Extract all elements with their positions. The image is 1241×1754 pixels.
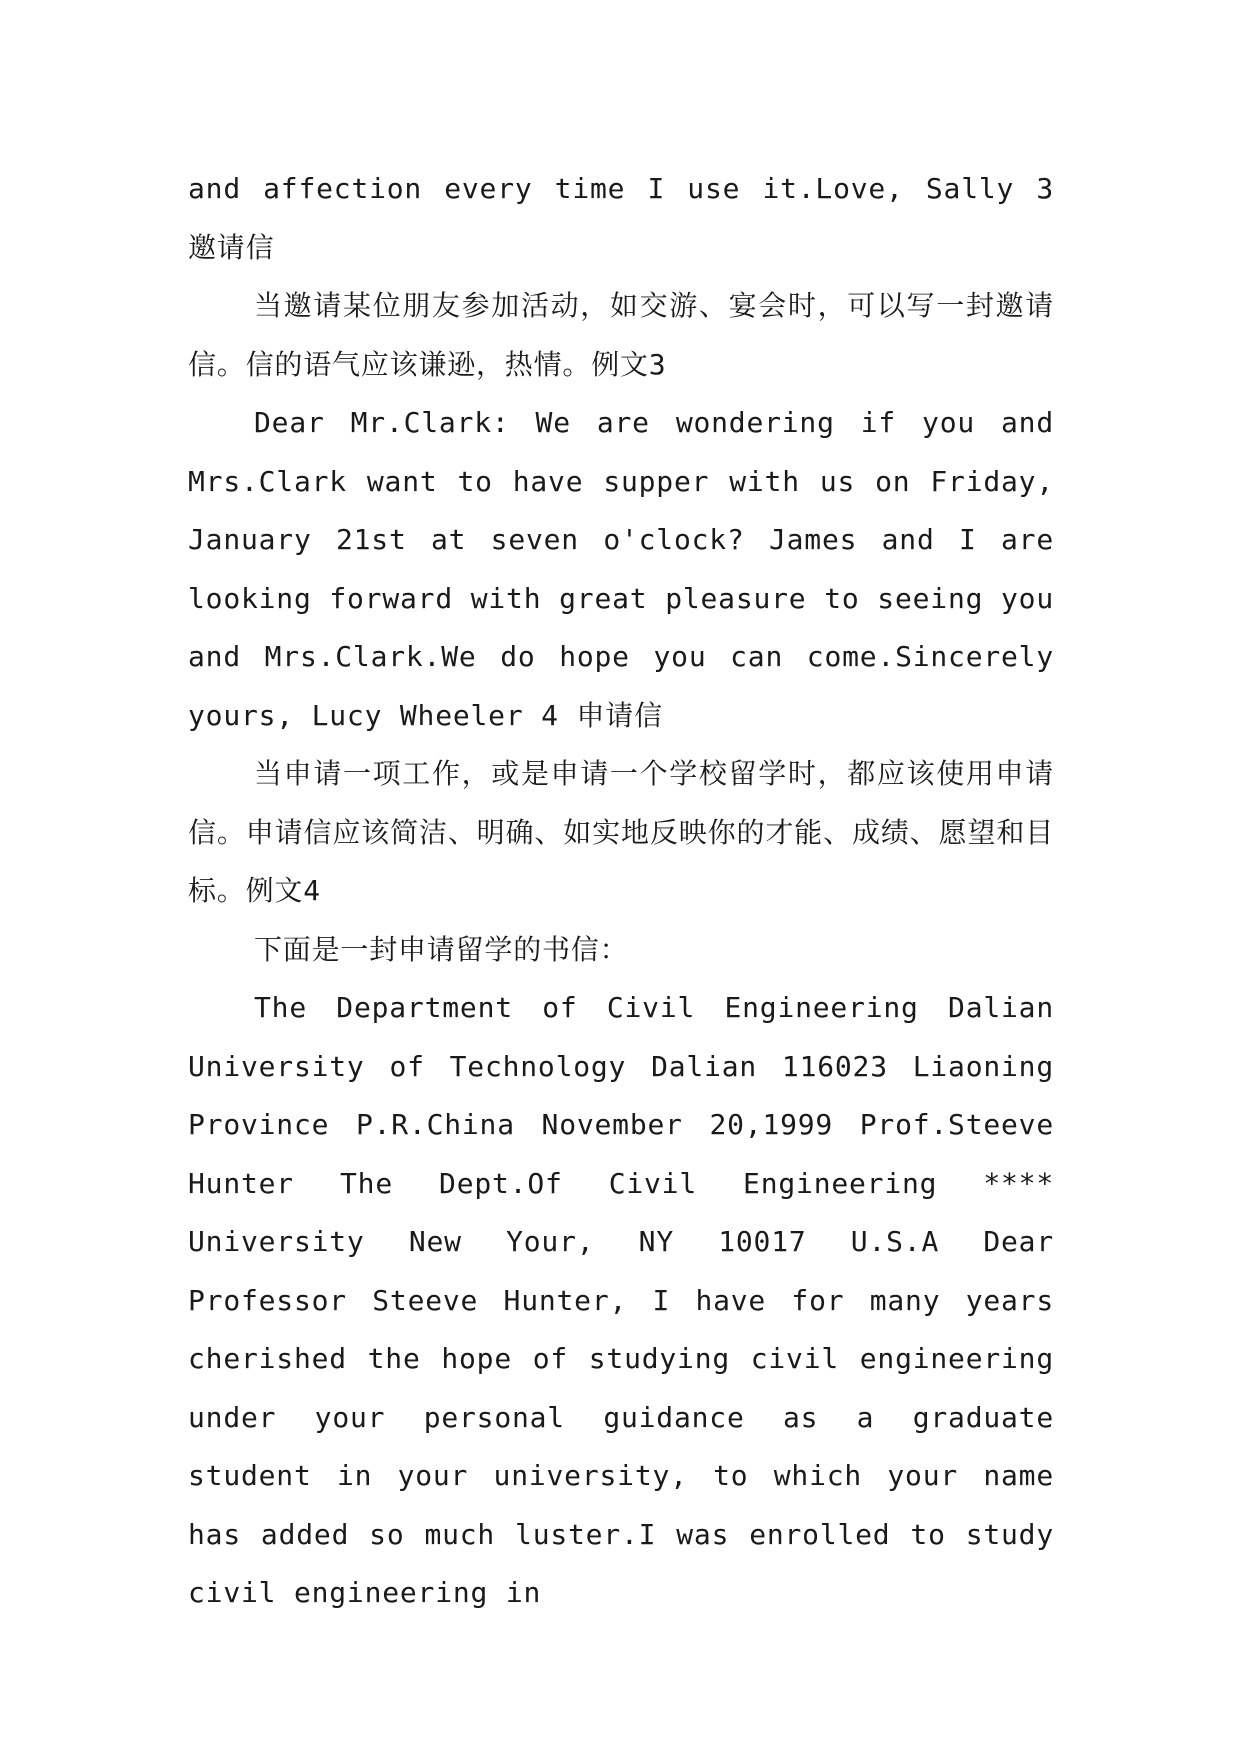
paragraph-application-lead: 下面是一封申请留学的书信： — [254, 932, 629, 966]
paragraph-invitation-letter: Dear Mr.Clark: We are wondering if you and Mrs.Clark want to have supper with us on Friday, January 21st at seven o'clock? James and I are looking forward with great pleasure to seeing you and Mrs.Clark.We do hope you can come.Sincerely yours, Lucy Wheeler 4 申请信 — [188, 406, 1054, 732]
paragraph-invitation-intro: 当邀请某位朋友参加活动，如交游、宴会时，可以写一封邀请信。信的语气应该谦逊，热情。例文3 — [188, 289, 1054, 381]
paragraph-application-intro: 当申请一项工作，或是申请一个学校留学时，都应该使用申请信。申请信应该简洁、明确、如实地反映你的才能、成绩、愿望和目标。例文4 — [188, 757, 1054, 907]
document-body — [188, 160, 1054, 1623]
paragraph-continuation: and affection every time I use it.Love, Sally 3 邀请信 — [188, 172, 1054, 264]
paragraph-application-letter: The Department of Civil Engineering Dalian University of Technology Dalian 116023 Liaoning Province P.R.China November 20,1999 Prof.Steeve Hunter The Dept.Of Civil Engineering **** University New Your, NY 10017 U.S.A Dear Professor Steeve Hunter, I have for many years cherished the hope of studying civil engineering under your personal guidance as a graduate student in your university, to which your name has added so much luster.I was enrolled to study civil engineering in — [188, 991, 1054, 1609]
